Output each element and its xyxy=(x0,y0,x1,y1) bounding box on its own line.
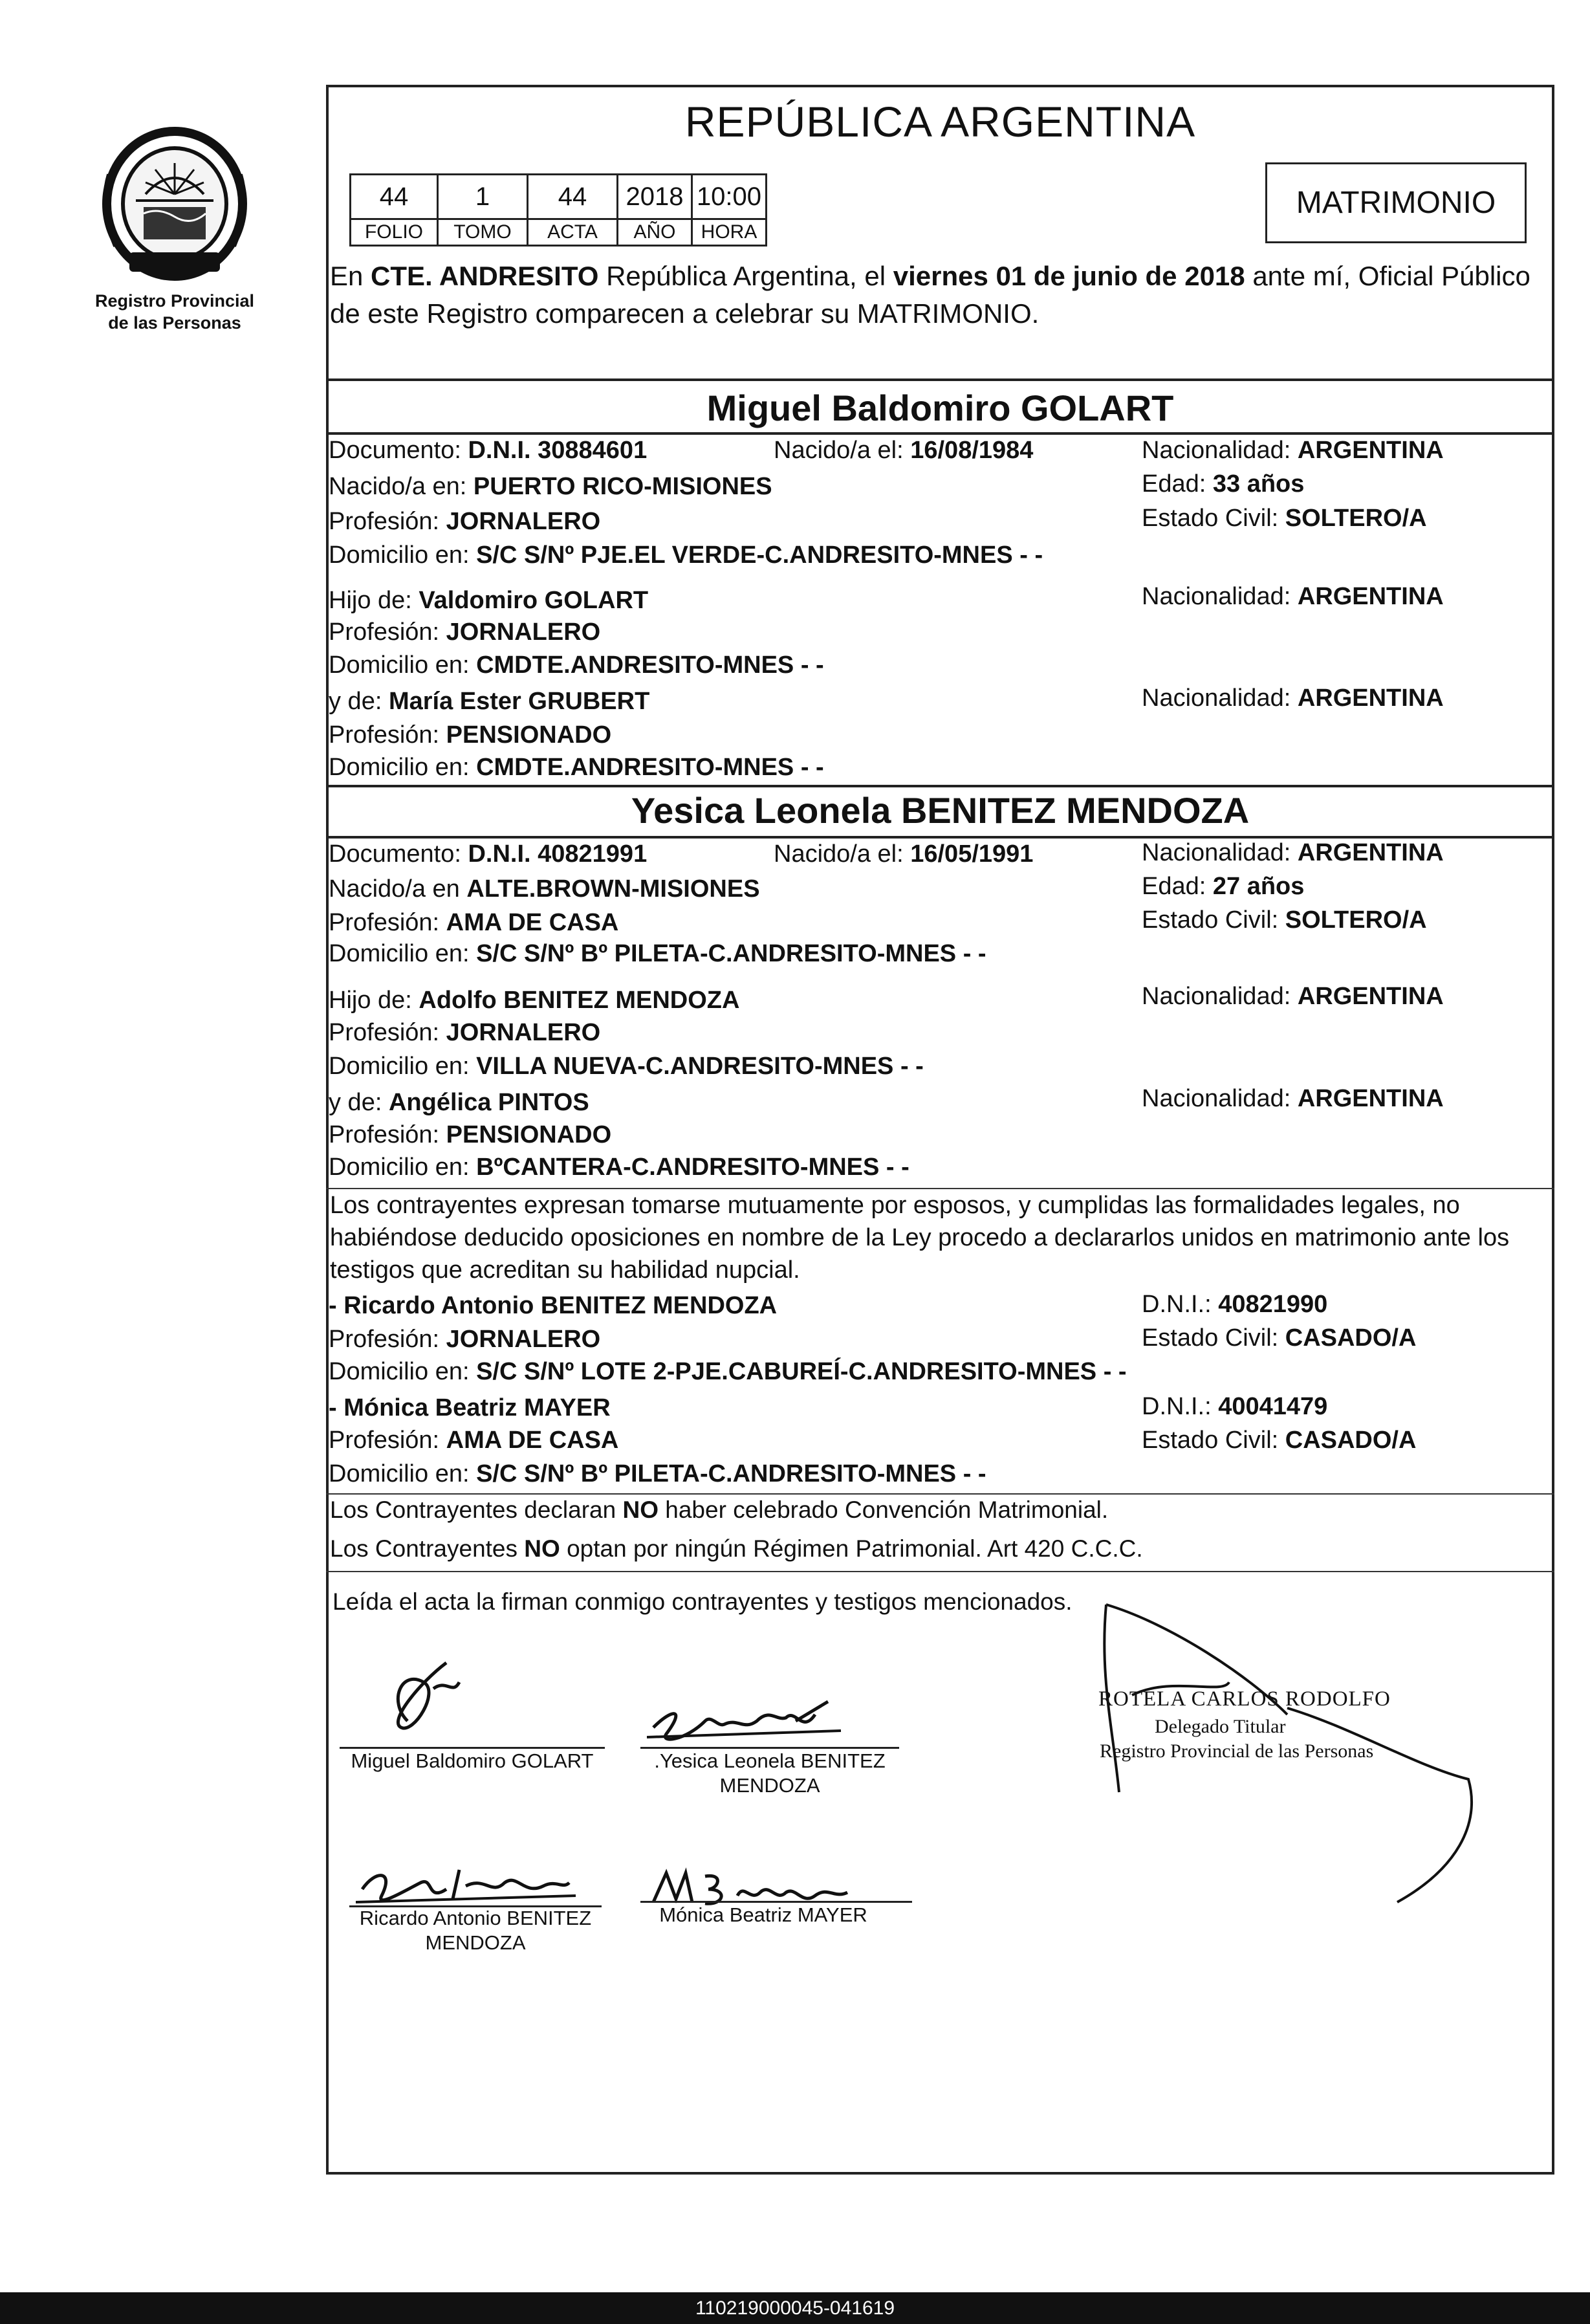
bride-signature-caption-2: MENDOZA xyxy=(719,1774,820,1797)
intro-date: viernes 01 de junio de 2018 xyxy=(893,261,1245,291)
hour-value: 10:00 xyxy=(692,175,767,219)
folio-value: 44 xyxy=(351,175,438,219)
intro-text-2: República Argentina, el xyxy=(598,261,893,291)
groom-father-profession: Profesión: JORNALERO xyxy=(329,619,601,646)
groom-address: Domicilio en: S/C S/Nº PJE.EL VERDE-C.ANDRESITO-MNES - - xyxy=(329,542,1043,569)
witness-1-civil-status: Estado Civil: CASADO/A xyxy=(1142,1324,1417,1352)
registry-caption-2: de las Personas xyxy=(108,313,241,333)
bride-mother-address: Domicilio en: BºCANTERA-C.ANDRESITO-MNES - - xyxy=(329,1154,909,1181)
witness-2-civil-status: Estado Civil: CASADO/A xyxy=(1142,1427,1417,1454)
groom-nationality: Nacionalidad: ARGENTINA xyxy=(1142,437,1444,464)
record-type-box: MATRIMONIO xyxy=(1265,162,1527,243)
groom-signature-caption: Miguel Baldomiro GOLART xyxy=(351,1749,594,1772)
groom-birthplace: Nacido/a en: PUERTO RICO-MISIONES xyxy=(329,473,772,500)
groom-civil-status: Estado Civil: SOLTERO/A xyxy=(1142,505,1427,532)
intro-text-1: En xyxy=(330,261,371,291)
bride-address: Domicilio en: S/C S/Nº Bº PILETA-C.ANDRESITO-MNES - - xyxy=(329,940,986,967)
groom-age: Edad: 33 años xyxy=(1142,470,1305,498)
witness-2-dni: D.N.I.: 40041479 xyxy=(1142,1393,1328,1420)
bride-civil-status: Estado Civil: SOLTERO/A xyxy=(1142,906,1427,934)
groom-mother-nationality: Nacionalidad: ARGENTINA xyxy=(1142,685,1444,712)
intro-place: CTE. ANDRESITO xyxy=(371,261,599,291)
bride-father: Hijo de: Adolfo BENITEZ MENDOZA xyxy=(329,987,740,1014)
intro-paragraph xyxy=(330,258,1549,333)
groom-signature-icon xyxy=(362,1643,492,1747)
stamp-role: Delegado Titular xyxy=(1155,1716,1286,1737)
tomo-value: 1 xyxy=(438,175,528,219)
groom-birthdate: Nacido/a el: 16/08/1984 xyxy=(774,437,1034,464)
bride-age: Edad: 27 años xyxy=(1142,873,1305,900)
bride-mother: y de: Angélica PINTOS xyxy=(329,1089,589,1116)
registry-caption-1: Registro Provincial xyxy=(94,291,255,311)
groom-mother: y de: María Ester GRUBERT xyxy=(329,688,650,715)
stamp-office: Registro Provincial de las Personas xyxy=(1100,1740,1374,1762)
groom-father: Hijo de: Valdomiro GOLART xyxy=(329,587,649,614)
bride-profession: Profesión: AMA DE CASA xyxy=(329,909,619,936)
witness-2-signature-caption: Mónica Beatriz MAYER xyxy=(659,1903,867,1926)
bride-document: Documento: D.N.I. 40821991 xyxy=(329,840,648,868)
bride-birthdate: Nacido/a el: 16/05/1991 xyxy=(774,840,1034,868)
bride-nationality: Nacionalidad: ARGENTINA xyxy=(1142,839,1444,866)
acta-value: 44 xyxy=(528,175,618,219)
acta-label: ACTA xyxy=(528,219,618,246)
hour-label: HORA xyxy=(692,219,767,246)
bride-name-heading: Yesica Leonela BENITEZ MENDOZA xyxy=(631,790,1250,831)
bride-father-profession: Profesión: JORNALERO xyxy=(329,1019,601,1046)
stamp-name: ROTELA CARLOS RODOLFO xyxy=(1098,1687,1391,1711)
bride-father-nationality: Nacionalidad: ARGENTINA xyxy=(1142,983,1444,1010)
witness-2-name: - Mónica Beatriz MAYER xyxy=(329,1394,611,1421)
folio-label: FOLIO xyxy=(351,219,438,246)
witness-2-profession: Profesión: AMA DE CASA xyxy=(329,1427,619,1454)
witness-1-profession: Profesión: JORNALERO xyxy=(329,1326,601,1353)
tomo-label: TOMO xyxy=(438,219,528,246)
groom-document: Documento: D.N.I. 30884601 xyxy=(329,437,648,464)
groom-mother-profession: Profesión: PENSIONADO xyxy=(329,721,612,749)
witness-1-name: - Ricardo Antonio BENITEZ MENDOZA xyxy=(329,1292,778,1319)
bride-mother-profession: Profesión: PENSIONADO xyxy=(329,1121,612,1148)
witness-1-signature-caption-2: MENDOZA xyxy=(425,1931,526,1954)
registry-logo xyxy=(71,123,278,334)
groom-father-address: Domicilio en: CMDTE.ANDRESITO-MNES - - xyxy=(329,652,824,679)
record-boxes xyxy=(349,173,767,247)
year-value: 2018 xyxy=(618,175,692,219)
groom-name-heading: Miguel Baldomiro GOLART xyxy=(706,388,1174,428)
witness-1-dni: D.N.I.: 40821990 xyxy=(1142,1291,1328,1318)
bride-signature-caption-1: .Yesica Leonela BENITEZ xyxy=(654,1749,886,1772)
bride-mother-nationality: Nacionalidad: ARGENTINA xyxy=(1142,1085,1444,1112)
witness-2-address: Domicilio en: S/C S/Nº Bº PILETA-C.ANDRESITO-MNES - - xyxy=(329,1460,986,1487)
bride-signature-icon xyxy=(647,1682,854,1753)
bride-father-address: Domicilio en: VILLA NUEVA-C.ANDRESITO-MNES - - xyxy=(329,1053,924,1080)
convention-statement: Los Contrayentes declaran NO haber celebrado Convención Matrimonial. xyxy=(330,1496,1109,1523)
divider xyxy=(326,785,1554,787)
witness-1-address: Domicilio en: S/C S/Nº LOTE 2-PJE.CABUREÍ-C.ANDRESITO-MNES - - xyxy=(329,1358,1127,1385)
read-statement: Leída el acta la firman conmigo contrayentes y testigos mencionados. xyxy=(332,1588,1073,1615)
page-title: REPÚBLICA ARGENTINA xyxy=(684,98,1196,146)
document-id-bar: 110219000045-041619 xyxy=(0,2292,1590,2324)
regime-statement: Los Contrayentes NO optan por ningún Régimen Patrimonial. Art 420 C.C.C. xyxy=(330,1535,1143,1562)
witness-1-signature-caption-1: Ricardo Antonio BENITEZ xyxy=(359,1907,592,1929)
divider xyxy=(326,1571,1554,1572)
groom-profession: Profesión: JORNALERO xyxy=(329,508,601,535)
groom-mother-address: Domicilio en: CMDTE.ANDRESITO-MNES - - xyxy=(329,754,824,781)
divider xyxy=(326,378,1554,381)
year-label: AÑO xyxy=(618,219,692,246)
province-seal-icon xyxy=(97,123,252,285)
bride-birthplace: Nacido/a en ALTE.BROWN-MISIONES xyxy=(329,875,760,903)
declaration-paragraph: Los contrayentes expresan tomarse mutuamente por esposos, y cumplidas las formalidades legales, no habiéndose deducido oposiciones en nombre de la Ley procedo a declararlos unidos en matrimonio ante los testigos que acreditan su habilidad nupcial. xyxy=(330,1192,1510,1284)
groom-father-nationality: Nacionalidad: ARGENTINA xyxy=(1142,583,1444,610)
intro-text-3: ante mí, Oficial Público de este Registro comparecen a celebrar su MATRIMONIO. xyxy=(330,261,1530,329)
